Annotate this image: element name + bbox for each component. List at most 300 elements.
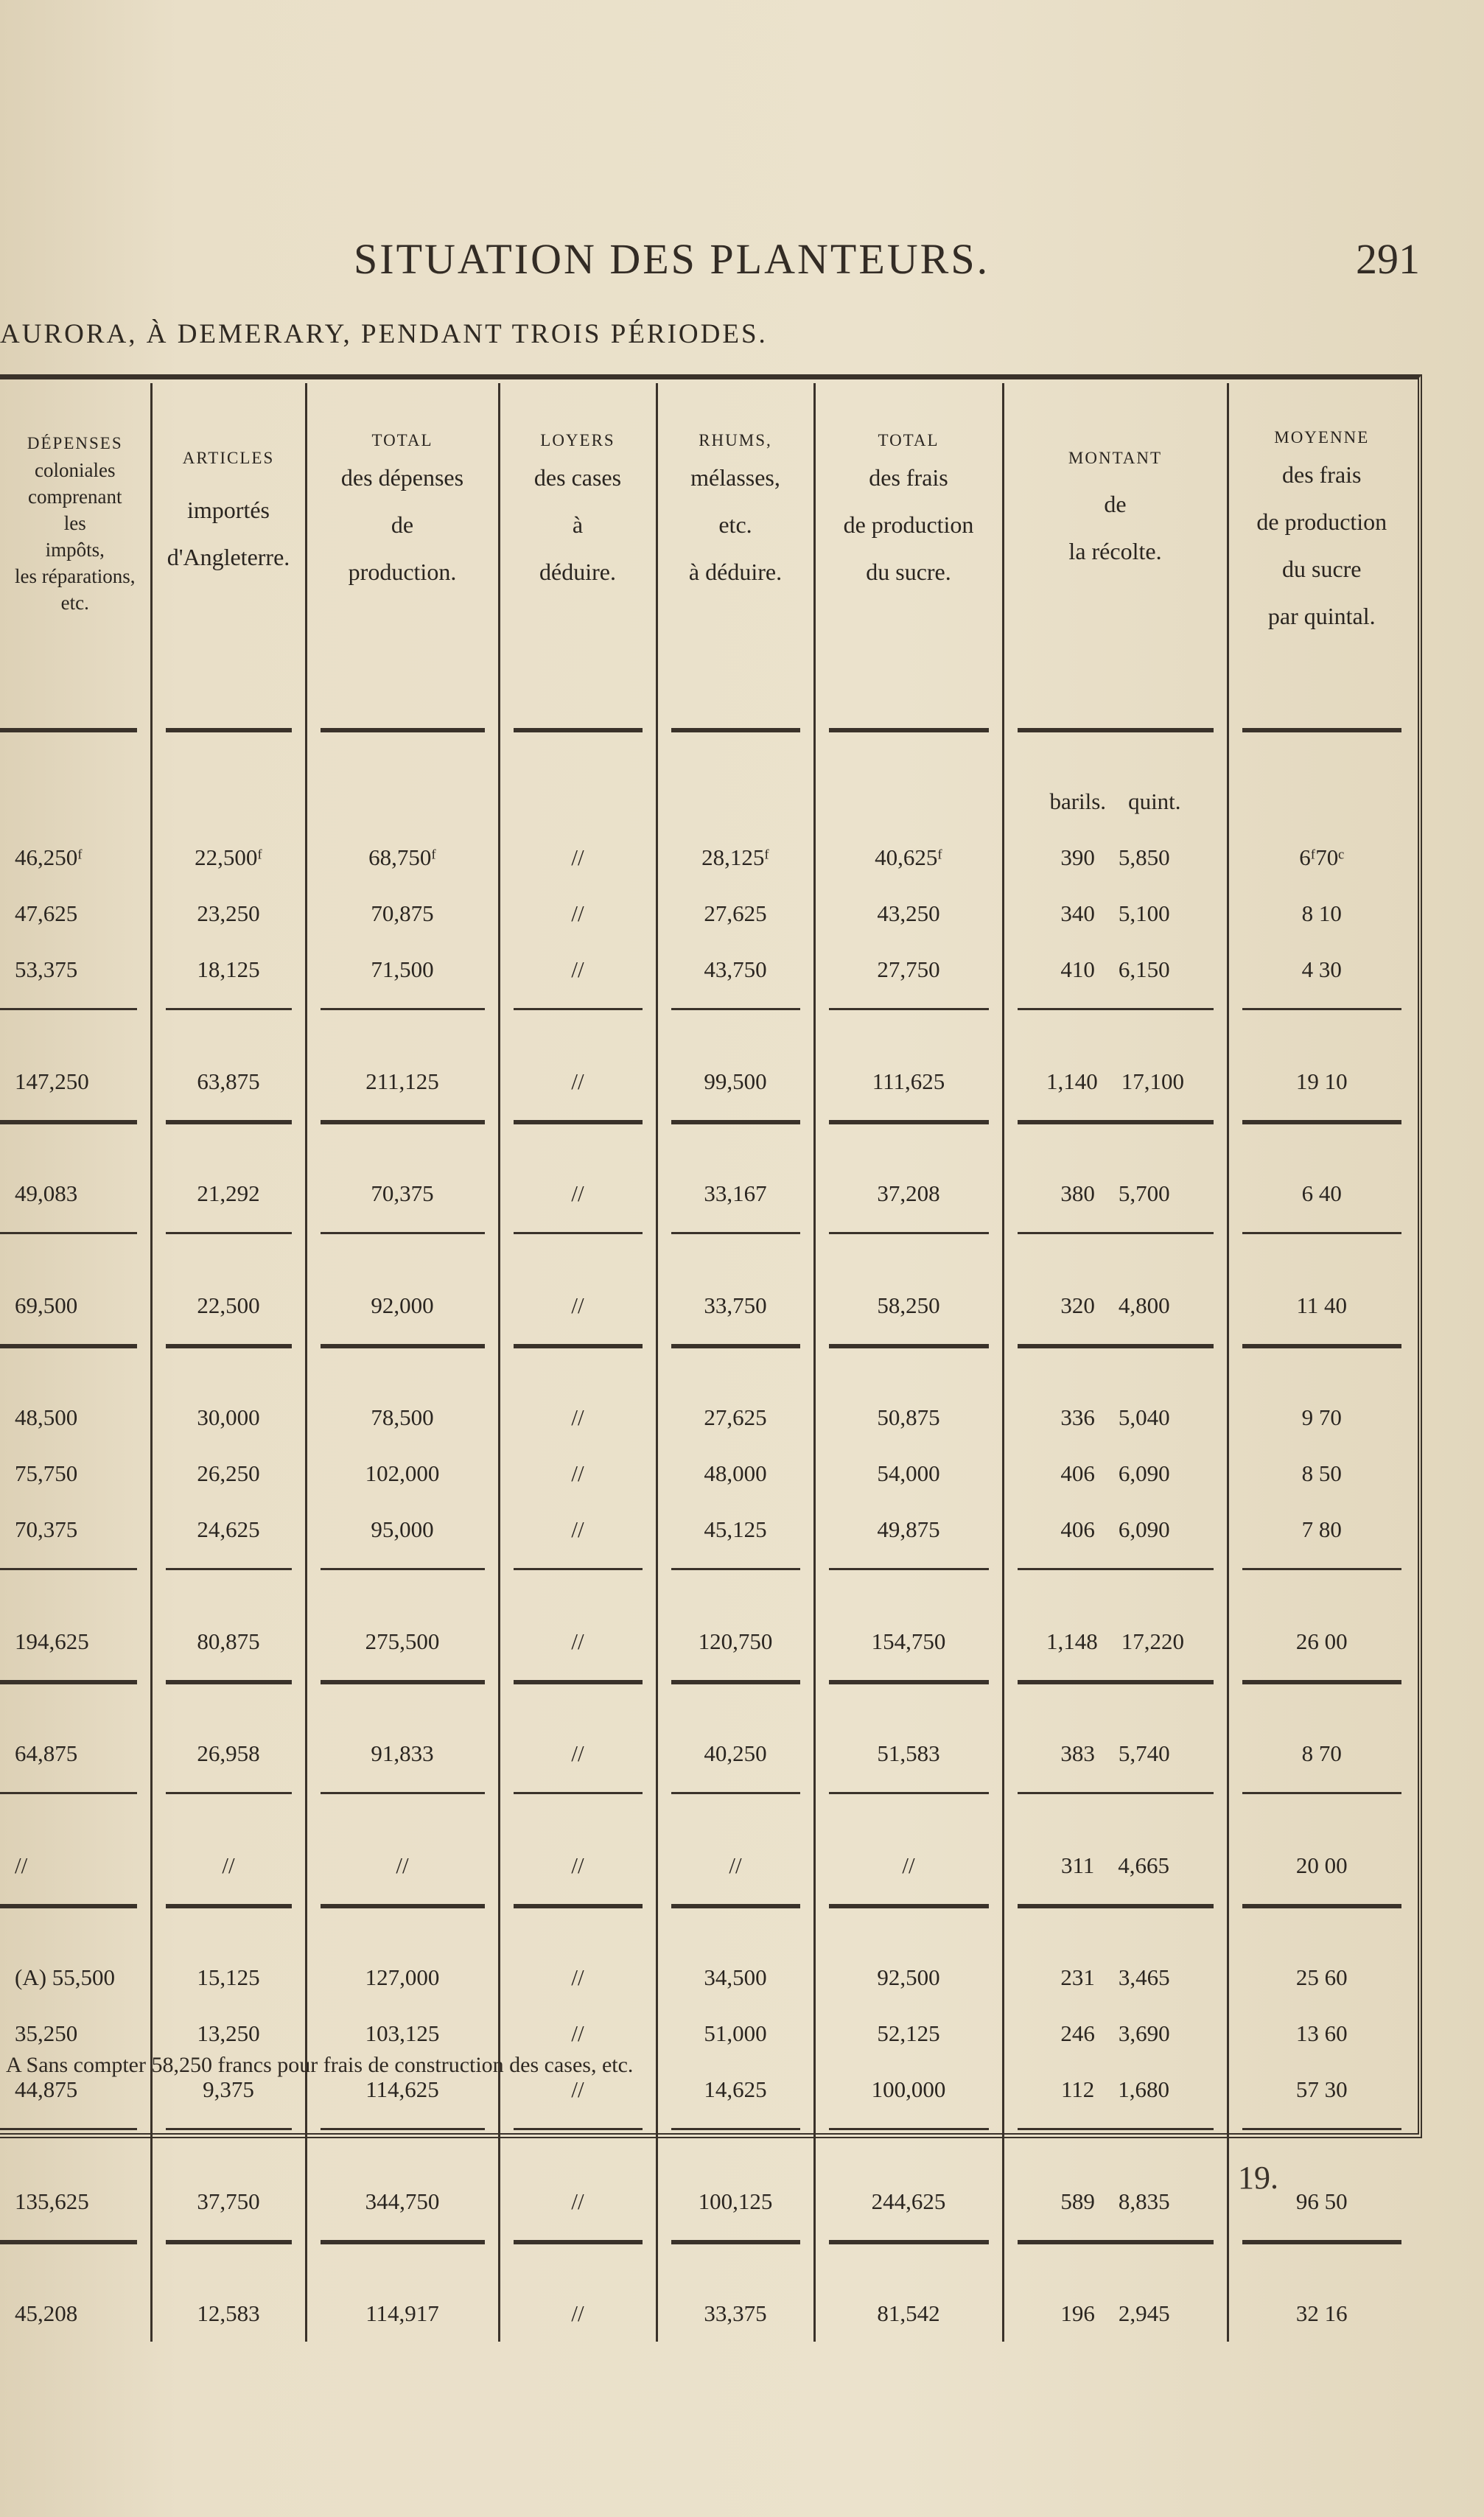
- table-cell: 9 70: [1228, 1390, 1415, 1446]
- separator-cell: [0, 2230, 151, 2286]
- table-cell: 154,750: [814, 1614, 1003, 1670]
- table-cell: [1003, 1614, 1228, 1670]
- separator-cell: [814, 1334, 1003, 1390]
- cell-quintaux: 5,700: [1118, 1180, 1170, 1206]
- separator-cell: [499, 998, 657, 1054]
- table-cell: 69,500: [15, 1292, 78, 1318]
- separator-cell: [499, 1670, 657, 1726]
- separator-cell: [814, 1782, 1003, 1838]
- separator-cell: [306, 1558, 499, 1614]
- table-cell: 28,125ᶠ: [657, 830, 814, 886]
- table-cell: 4 30: [1228, 942, 1415, 998]
- table-cell: //: [814, 1838, 1003, 1894]
- table-cell: 33,167: [657, 1166, 814, 1222]
- header-text: à déduire.: [688, 559, 783, 585]
- cell-barils: 320: [1060, 1292, 1095, 1318]
- table-cell: 53,375: [15, 956, 78, 982]
- running-head: SITUATION DES PLANTEURS.: [354, 235, 990, 283]
- table-cell: 92,500: [814, 1950, 1003, 2006]
- table-cell: //: [15, 1852, 28, 1878]
- units-cell: [151, 774, 306, 830]
- table-cell: 49,083: [15, 1180, 78, 1206]
- header-text: des frais: [869, 464, 948, 491]
- table-cell: 27,750: [814, 942, 1003, 998]
- cell-quintaux: 5,850: [1118, 844, 1170, 870]
- table-cell: 70,375: [306, 1166, 499, 1222]
- cell-quintaux: 4,665: [1118, 1852, 1170, 1878]
- separator-cell: [1003, 1334, 1228, 1390]
- col-header-depenses: [0, 383, 151, 718]
- table-cell: 344,750: [306, 2174, 499, 2230]
- separator-cell: [306, 1222, 499, 1278]
- header-text: MOYENNE: [1274, 428, 1370, 447]
- table-cell: 48,500: [15, 1404, 78, 1430]
- table-cell: 54,000: [814, 1446, 1003, 1502]
- cell-barils: 246: [1060, 2020, 1095, 2046]
- separator-cell: [1003, 2230, 1228, 2286]
- table-cell: 8 70: [1228, 1726, 1415, 1782]
- col-header-montant: [1003, 383, 1228, 718]
- header-text: déduire.: [539, 559, 616, 585]
- table-cell: 12,583: [151, 2286, 306, 2342]
- table-cell: 211,125: [306, 1054, 499, 1110]
- cell-barils: 112: [1060, 2076, 1095, 2102]
- table-cell: //: [499, 2062, 657, 2118]
- table-cell: //: [499, 1950, 657, 2006]
- header-text: des frais: [1281, 461, 1362, 488]
- table-cell: 43,250: [814, 886, 1003, 942]
- table-cell: //: [499, 1278, 657, 1334]
- separator-cell: [306, 1110, 499, 1166]
- table-cell: //: [499, 1166, 657, 1222]
- separator-cell: [306, 998, 499, 1054]
- units-cell: [306, 774, 499, 830]
- table-cell: 194,625: [15, 1628, 89, 1654]
- table-row: [0, 1614, 1415, 1670]
- page-number: 291: [1356, 235, 1420, 283]
- header-text: ARTICLES: [182, 449, 275, 467]
- table-cell: 58,250: [814, 1278, 1003, 1334]
- separator-row: [0, 1782, 1415, 1838]
- separator-cell: [814, 1670, 1003, 1726]
- table-cell: 43,750: [657, 942, 814, 998]
- header-text: du sucre.: [866, 559, 951, 585]
- separator-cell: [1003, 1222, 1228, 1278]
- table-cell: 8 10: [1228, 886, 1415, 942]
- header-text: de production: [1256, 508, 1387, 535]
- table-cell: [1003, 942, 1228, 998]
- header-text: de: [391, 511, 414, 538]
- separator-cell: [657, 998, 814, 1054]
- header-text: etc.: [718, 511, 752, 538]
- table-cell: 27,625: [657, 886, 814, 942]
- separator-cell: [1228, 2230, 1415, 2286]
- table-cell: 24,625: [151, 1502, 306, 1558]
- table-cell: 91,833: [306, 1726, 499, 1782]
- cell-barils: 410: [1060, 956, 1095, 982]
- table-cell: [1003, 1166, 1228, 1222]
- table-cell: 14,625: [657, 2062, 814, 2118]
- cell-quintaux: 3,690: [1118, 2020, 1170, 2046]
- units-cell: [814, 774, 1003, 830]
- separator-cell: [306, 1782, 499, 1838]
- cell-barils: 390: [1060, 844, 1095, 870]
- table-cell: 45,125: [657, 1502, 814, 1558]
- cell-barils: 231: [1060, 1964, 1095, 1990]
- table-cell: 33,375: [657, 2286, 814, 2342]
- separator-cell: [1228, 718, 1415, 774]
- separator-cell: [1228, 1670, 1415, 1726]
- units-cell: [1003, 774, 1228, 830]
- table-cell: //: [499, 2174, 657, 2230]
- cell-quintaux: 6,150: [1118, 956, 1170, 982]
- header-text: par quintal.: [1267, 603, 1376, 629]
- table-cell: [1003, 1054, 1228, 1110]
- cell-quintaux: 5,100: [1118, 900, 1170, 926]
- table-cell: 9,375: [151, 2062, 306, 2118]
- table-cell: [1003, 1278, 1228, 1334]
- separator-cell: [151, 1334, 306, 1390]
- header-text: impôts,: [45, 539, 105, 561]
- header-text: DÉPENSES: [27, 434, 123, 452]
- separator-cell: [306, 2230, 499, 2286]
- separator-cell: [657, 1334, 814, 1390]
- col-header-articles: [151, 383, 306, 718]
- table-cell: //: [657, 1838, 814, 1894]
- table-cell: 26 00: [1228, 1614, 1415, 1670]
- separator-cell: [1228, 1894, 1415, 1950]
- separator-cell: [1003, 2118, 1228, 2174]
- table-cell: 48,000: [657, 1446, 814, 1502]
- col-header-total-frais: [814, 383, 1003, 718]
- separator-cell: [657, 2118, 814, 2174]
- separator-cell: [657, 2230, 814, 2286]
- separator-cell: [0, 2118, 151, 2174]
- table-cell: 135,625: [15, 2188, 89, 2214]
- table-cell: 100,000: [814, 2062, 1003, 2118]
- separator-cell: [306, 718, 499, 774]
- separator-row: [0, 1558, 1415, 1614]
- header-text: RHUMS,: [699, 431, 772, 449]
- separator-cell: [0, 1782, 151, 1838]
- col-header-total-depenses: [306, 383, 499, 718]
- signature-mark: 19.: [1238, 2160, 1278, 2196]
- table-cell: 13 60: [1228, 2006, 1415, 2062]
- table-cell: [1003, 1726, 1228, 1782]
- separator-cell: [499, 1782, 657, 1838]
- table-cell: 27,625: [657, 1390, 814, 1446]
- table-cell: 147,250: [15, 1068, 89, 1094]
- table-cell: [1003, 2006, 1228, 2062]
- table-cell: 114,917: [306, 2286, 499, 2342]
- header-text: etc.: [60, 592, 89, 614]
- unit-barils: barils.: [1049, 788, 1107, 814]
- separator-cell: [151, 718, 306, 774]
- footnote: A Sans compter 58,250 francs pour frais de construction des cases, etc.: [6, 2053, 634, 2077]
- header-text: coloniales: [35, 459, 116, 481]
- table-cell: //: [499, 1614, 657, 1670]
- table-cell: 8 50: [1228, 1446, 1415, 1502]
- header-text: LOYERS: [540, 431, 615, 449]
- cell-barils: 311: [1060, 1852, 1095, 1878]
- separator-cell: [0, 1110, 151, 1166]
- cell-barils: 589: [1060, 2188, 1095, 2214]
- cell-barils: 340: [1060, 900, 1095, 926]
- table-cell: //: [499, 2006, 657, 2062]
- separator-cell: [0, 1334, 151, 1390]
- separator-cell: [499, 718, 657, 774]
- table-cell: 35,250: [15, 2020, 78, 2046]
- cell-quintaux: 6,090: [1118, 1516, 1170, 1542]
- separator-cell: [151, 1222, 306, 1278]
- table-cell: 47,625: [15, 900, 78, 926]
- table-cell: 275,500: [306, 1614, 499, 1670]
- separator-cell: [1228, 1558, 1415, 1614]
- separator-cell: [1228, 998, 1415, 1054]
- separator-cell: [0, 1222, 151, 1278]
- header-text: les: [63, 512, 86, 534]
- table-row: [0, 830, 1415, 886]
- table-cell: 99,500: [657, 1054, 814, 1110]
- header-text: des dépenses: [340, 464, 464, 491]
- table-row: [0, 1446, 1415, 1502]
- separator-cell: [151, 1782, 306, 1838]
- units-cell: [1228, 774, 1415, 830]
- table-cell: [1003, 1446, 1228, 1502]
- table-cell: 71,500: [306, 942, 499, 998]
- table-cell: 26,958: [151, 1726, 306, 1782]
- table-row: [0, 1054, 1415, 1110]
- cell-quintaux: 1,680: [1118, 2076, 1170, 2102]
- separator-cell: [1228, 1222, 1415, 1278]
- table-cell: 96 50: [1228, 2174, 1415, 2230]
- cell-quintaux: 17,100: [1121, 1068, 1184, 1094]
- table-cell: //: [151, 1838, 306, 1894]
- separator-cell: [151, 2230, 306, 2286]
- table-row: [0, 886, 1415, 942]
- table-cell: //: [499, 942, 657, 998]
- table-subtitle: AURORA, À DEMERARY, PENDANT TROIS PÉRIODES.: [0, 319, 768, 349]
- table-cell: 20 00: [1228, 1838, 1415, 1894]
- separator-cell: [0, 1894, 151, 1950]
- planters-table: [0, 383, 1415, 2342]
- table-cell: [1003, 830, 1228, 886]
- table-row: [0, 1502, 1415, 1558]
- table-cell: [1003, 2174, 1228, 2230]
- separator-cell: [151, 1558, 306, 1614]
- table-cell: 6 40: [1228, 1166, 1415, 1222]
- table-cell: 103,125: [306, 2006, 499, 2062]
- cell-quintaux: 17,220: [1121, 1628, 1184, 1654]
- separator-cell: [306, 1334, 499, 1390]
- header-text: TOTAL: [371, 431, 433, 449]
- table-row: [0, 2286, 1415, 2342]
- table-cell: 6ᶠ70ᶜ: [1228, 830, 1415, 886]
- table-cell: [1003, 2062, 1228, 2118]
- header-text: les réparations,: [15, 565, 136, 587]
- table-row: [0, 942, 1415, 998]
- separator-cell: [657, 1782, 814, 1838]
- separator-cell: [0, 1558, 151, 1614]
- cell-quintaux: 5,740: [1118, 1740, 1170, 1766]
- table-cell: 75,750: [15, 1460, 78, 1486]
- table-cell: 100,125: [657, 2174, 814, 2230]
- units-cell: [0, 774, 151, 830]
- header-row: [0, 383, 1415, 718]
- separator-cell: [657, 1110, 814, 1166]
- table-cell: 68,750ᶠ: [306, 830, 499, 886]
- table-cell: 64,875: [15, 1740, 78, 1766]
- table-cell: [1003, 1502, 1228, 1558]
- table-body: [0, 718, 1415, 2342]
- table-cell: 21,292: [151, 1166, 306, 1222]
- table-row: [0, 1166, 1415, 1222]
- separator-cell: [499, 1222, 657, 1278]
- cell-barils: 383: [1060, 1740, 1095, 1766]
- table-cell: //: [499, 2286, 657, 2342]
- separator-row: [0, 1894, 1415, 1950]
- table-cell: //: [499, 1838, 657, 1894]
- col-header-loyers: [499, 383, 657, 718]
- table-cell: 70,875: [306, 886, 499, 942]
- table-cell: 11 40: [1228, 1278, 1415, 1334]
- cell-quintaux: 2,945: [1118, 2300, 1170, 2326]
- table-row: [0, 1278, 1415, 1334]
- table-cell: 40,250: [657, 1726, 814, 1782]
- separator-cell: [814, 1222, 1003, 1278]
- separator-cell: [814, 1558, 1003, 1614]
- separator-row: [0, 1222, 1415, 1278]
- col-header-rhums: [657, 383, 814, 718]
- separator-row: [0, 718, 1415, 774]
- table-cell: 44,875: [15, 2076, 78, 2102]
- separator-cell: [0, 1670, 151, 1726]
- header-text: de: [1104, 491, 1127, 517]
- header-text: comprenant: [28, 486, 122, 508]
- separator-cell: [657, 1894, 814, 1950]
- header-text: importés: [187, 497, 270, 523]
- cell-quintaux: 5,040: [1118, 1404, 1170, 1430]
- header-text: à: [572, 511, 584, 538]
- separator-cell: [814, 2230, 1003, 2286]
- separator-cell: [306, 2118, 499, 2174]
- table-row: [0, 1390, 1415, 1446]
- header-text: du sucre: [1281, 556, 1362, 582]
- separator-cell: [1228, 1782, 1415, 1838]
- table-cell: [1003, 1950, 1228, 2006]
- table-cell: 50,875: [814, 1390, 1003, 1446]
- separator-cell: [151, 1670, 306, 1726]
- table-cell: 18,125: [151, 942, 306, 998]
- separator-cell: [499, 1110, 657, 1166]
- separator-cell: [657, 1670, 814, 1726]
- table-row: [0, 1950, 1415, 2006]
- table-cell: 40,625ᶠ: [814, 830, 1003, 886]
- cell-barils: 406: [1060, 1460, 1095, 1486]
- table-cell: //: [499, 1726, 657, 1782]
- separator-cell: [1003, 1894, 1228, 1950]
- table-row: [0, 2174, 1415, 2230]
- table-cell: 46,250ᶠ: [15, 844, 83, 870]
- header-text: la récolte.: [1068, 538, 1162, 564]
- separator-cell: [1003, 718, 1228, 774]
- table-cell: 51,583: [814, 1726, 1003, 1782]
- table-cell: //: [499, 1390, 657, 1446]
- separator-cell: [306, 1894, 499, 1950]
- table-cell: 95,000: [306, 1502, 499, 1558]
- cell-barils: 1,148: [1046, 1628, 1098, 1654]
- cell-barils: 406: [1060, 1516, 1095, 1542]
- table-cell: 51,000: [657, 2006, 814, 2062]
- table-cell: 33,750: [657, 1278, 814, 1334]
- separator-cell: [306, 1670, 499, 1726]
- separator-cell: [499, 2118, 657, 2174]
- separator-cell: [499, 1894, 657, 1950]
- header-text: TOTAL: [878, 431, 939, 449]
- separator-row: [0, 1334, 1415, 1390]
- table-cell: //: [499, 886, 657, 942]
- table-cell: (A) 55,500: [15, 1964, 116, 1990]
- table-row: [0, 1838, 1415, 1894]
- table-row: [0, 1726, 1415, 1782]
- separator-cell: [814, 998, 1003, 1054]
- table-cell: 111,625: [814, 1054, 1003, 1110]
- table-cell: 92,000: [306, 1278, 499, 1334]
- separator-cell: [151, 998, 306, 1054]
- cell-barils: 196: [1060, 2300, 1095, 2326]
- table-cell: 244,625: [814, 2174, 1003, 2230]
- table-cell: [1003, 1390, 1228, 1446]
- table-cell: 57 30: [1228, 2062, 1415, 2118]
- cell-quintaux: 4,800: [1118, 1292, 1170, 1318]
- separator-cell: [151, 1110, 306, 1166]
- separator-cell: [814, 718, 1003, 774]
- table-cell: [1003, 1838, 1228, 1894]
- cell-quintaux: 3,465: [1118, 1964, 1170, 1990]
- separator-cell: [1228, 1110, 1415, 1166]
- cell-barils: 380: [1060, 1180, 1095, 1206]
- table-cell: 102,000: [306, 1446, 499, 1502]
- separator-cell: [657, 718, 814, 774]
- header-text: MONTANT: [1068, 449, 1163, 467]
- separator-cell: [1003, 1558, 1228, 1614]
- cell-quintaux: 6,090: [1118, 1460, 1170, 1486]
- table-cell: //: [306, 1838, 499, 1894]
- separator-row: [0, 2118, 1415, 2174]
- separator-cell: [1003, 1670, 1228, 1726]
- separator-cell: [814, 1894, 1003, 1950]
- table-cell: 127,000: [306, 1950, 499, 2006]
- table-cell: 26,250: [151, 1446, 306, 1502]
- table-cell: 37,750: [151, 2174, 306, 2230]
- table-cell: 32 16: [1228, 2286, 1415, 2342]
- table-cell: //: [499, 1446, 657, 1502]
- separator-cell: [499, 2230, 657, 2286]
- table-cell: 15,125: [151, 1950, 306, 2006]
- table-cell: 81,542: [814, 2286, 1003, 2342]
- units-cell: [499, 774, 657, 830]
- separator-cell: [151, 2118, 306, 2174]
- table-cell: 25 60: [1228, 1950, 1415, 2006]
- separator-cell: [0, 998, 151, 1054]
- separator-row: [0, 998, 1415, 1054]
- unit-quint: quint.: [1128, 788, 1181, 814]
- header-text: mélasses,: [690, 464, 780, 491]
- table-cell: //: [499, 1054, 657, 1110]
- cell-barils: 1,140: [1046, 1068, 1098, 1094]
- separator-cell: [499, 1558, 657, 1614]
- table-cell: 45,208: [15, 2300, 78, 2326]
